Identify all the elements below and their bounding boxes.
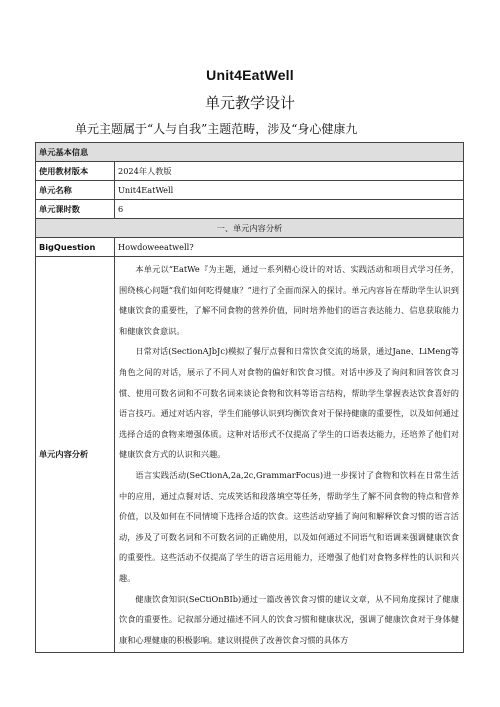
- analysis-row: [36, 257, 464, 653]
- row-value: 2024年人教版: [115, 162, 464, 181]
- table-row: [36, 200, 464, 219]
- table-row: [36, 162, 464, 181]
- analysis-paragraph: 本单元以“EatWe『为主题，通过一系列精心设计的对话、实践活动和项目式学习任务，围绕核心问题“我们如何吃得健康？”进行了全面而深入的探讨。单元内容旨在帮助学生认识到健康饮食的重要性，了解不同食物的营养价值，同时培养他们的语言表达能力、信息获取能力和健康饮食意识。: [119, 264, 459, 336]
- analysis-paragraph: 语言实践活动(SeCtionA,2a,2c,GrammarFocus)进一步探讨了食物和饮料在日常生活中的应用，通过点餐对话、完成笑话和段落填空等任务，帮助学生了解不同食物的特点和营养价值，以及如何在不同情境下选择合适的饮食。这些活动穿插了询问和解释饮食习惯的语言活动，涉及了可数名词和不可数名词的正确使用，以及如何通过不同语气和语调来强调健康饮食的重要性。这些活动不仅提高了学生的语言运用能力，还增强了他们对食物多样性的认识和兴趣。: [119, 469, 459, 583]
- section-title: 一、单元内容分析: [36, 219, 464, 238]
- row-label: 使用教材版本: [36, 162, 115, 181]
- row-label: 单元课时数: [36, 200, 115, 219]
- row-label: 单元名称: [36, 181, 115, 200]
- document-subtitle: 单元教学设计: [204, 94, 295, 112]
- basic-info-header: 单元基本信息: [36, 143, 464, 162]
- document-title: Unit4EatWell: [206, 67, 294, 83]
- analysis-label: 单元内容分析: [36, 257, 115, 653]
- big-question-row: [36, 238, 464, 257]
- analysis-paragraph: 健康饮食知识(SeCtiOnBIb)通过一篇改善饮食习惯的建议文章，从不同角度探讨了健康饮食的重要性。记叙部分通过描述不同人的饮食习惯和健康状况，强调了健康饮食对于身体健康和心理健康的积极影响。建议则提供了改善饮食习惯的具体方: [119, 593, 459, 645]
- intro-line: 单元主题属于“人与自我”主题范畴，涉及“身心健康九: [75, 122, 358, 136]
- section-title-row: [36, 219, 464, 238]
- analysis-paragraph: 日常对话(SectionAJbJc)模拟了餐厅点餐和日常饮食交流的场景，通过Jane、LiMeng等角色之间的对话，展示了不同人对食物的偏好和饮食习惯。对话中涉及了询问和回答饮食习惯、使用可数名词和不可数名词来谈论食物和饮料等语言结构，帮助学生掌握表达饮食喜好的语言技巧。通过对话内容，学生们能够认识到均衡饮食对于保持健康的重要性，以及如何通过选择合适的食物来增强体质。这种对话形式不仅提高了学生的口语表达能力，还培养了他们对健康饮食方式的认识和兴趣。: [119, 346, 459, 460]
- basic-info-header-row: [36, 143, 464, 162]
- analysis-content: [115, 257, 464, 653]
- big-question-value: Howdoweeatwell?: [115, 238, 464, 257]
- row-value: Unit4EatWell: [115, 181, 464, 200]
- big-question-label: BigQuestion: [36, 238, 115, 257]
- table-row: [36, 181, 464, 200]
- unit-info-table: [35, 142, 464, 653]
- row-value: 6: [115, 200, 464, 219]
